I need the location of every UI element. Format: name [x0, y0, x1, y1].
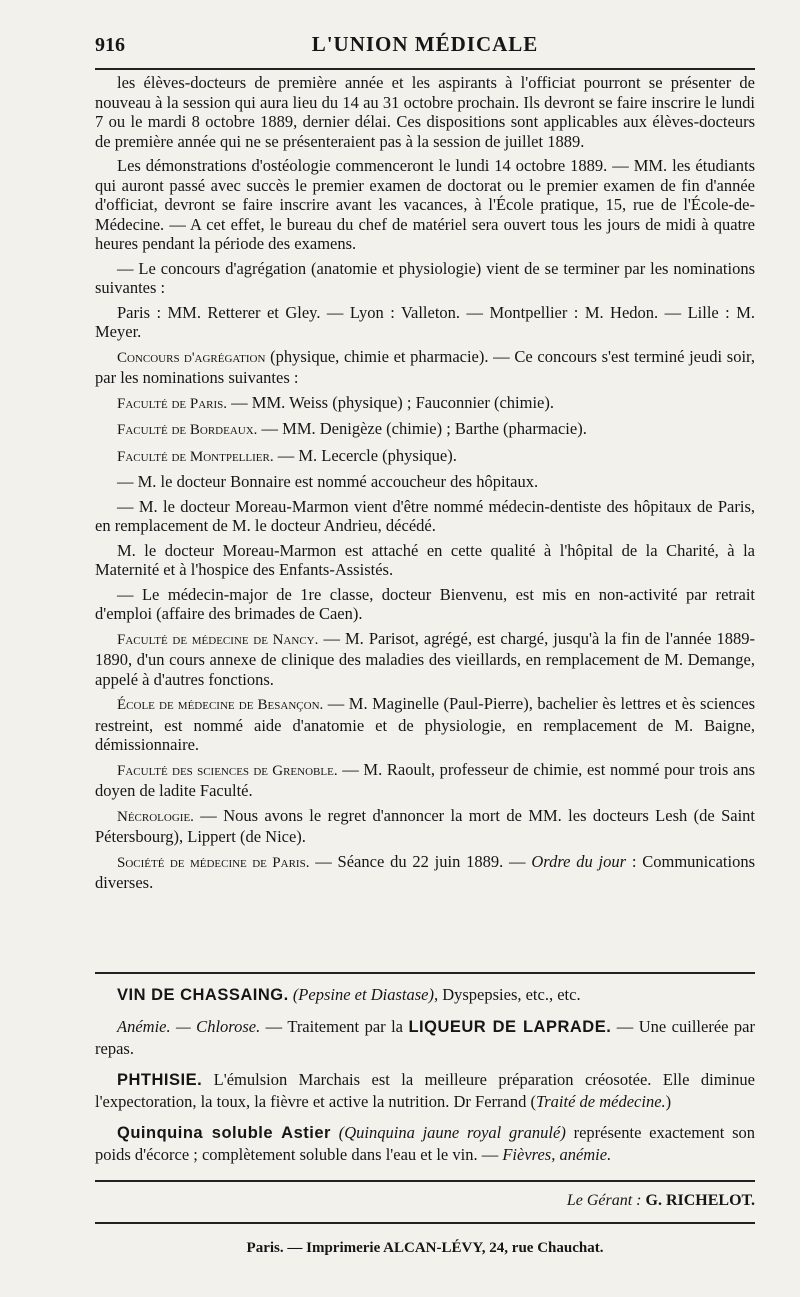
- paragraph: Faculté de Montpellier. — M. Lecercle (physique).: [117, 445, 457, 465]
- page-header: [95, 26, 755, 66]
- paragraph: M. le docteur Moreau-Marmon est attaché en cette qualité à l'hôpital de la Charité, à la Maternité et à l'hospice des Enfants-Assistés.: [95, 540, 755, 579]
- ads-rule: [95, 972, 755, 974]
- paragraph: École de médecine de Besançon. — M. Maginelle (Paul-Pierre), bachelier ès lettres et ès sciences restreint, est nommé aide d'anatomie et de physiologie, en remplacement de M. Baigne, démissionnaire.: [95, 694, 755, 754]
- page-number: 916: [95, 34, 125, 56]
- paragraph: les élèves-docteurs de première année et les aspirants à l'officiat pourront se présenter de nouveau à la session qui aura lieu du 14 au 31 octobre prochain. Ils devront se faire inscrire le lundi 7 ou le mardi 8 octobre 1889, dernier délai. Ces dispositions sont applicables aux élèves-docteurs de première année qui ne se présenteraient pas à la session de juillet 1889.: [95, 73, 755, 151]
- paragraph: Faculté de médecine de Nancy. — M. Parisot, agrégé, est chargé, jusqu'à la fin de l'année 1889-1890, d'un cours annexe de clinique des maladies des vieillards, en remplacement de M. Demange, appelé à d'autres fonctions.: [95, 628, 755, 689]
- journal-title: L'UNION MÉDICALE: [311, 32, 539, 56]
- ad-astier: Quinquina soluble Astier (Quinquina jaune royal granulé) représente exactement son poids d'écorce ; complètement soluble dans l'eau et le vin. — Fièvres, anémie.: [95, 1123, 755, 1164]
- section-label: Concours d'agrégation: [117, 349, 266, 366]
- paragraph: Nécrologie. — Nous avons le regret d'annoncer la mort de MM. les docteurs Lesh (de Saint Pétersbourg), Lippert (de Nice).: [95, 805, 755, 846]
- paragraph: — M. le docteur Bonnaire est nommé accoucheur des hôpitaux.: [117, 472, 539, 491]
- section-label: Faculté des sciences de Grenoble.: [117, 762, 338, 779]
- paragraph: — M. le docteur Moreau-Marmon vient d'être nommé médecin-dentiste des hôpitaux de Paris, en remplacement de M. le docteur Andrieu, décédé.: [95, 496, 755, 535]
- section-label: Faculté de Paris.: [117, 395, 228, 412]
- paragraph: Faculté des sciences de Grenoble. — M. Raoult, professeur de chimie, est nommé pour trois ans doyen de ladite Faculté.: [95, 759, 755, 800]
- paragraph: Faculté de Bordeaux. — MM. Denigèze (chimie) ; Barthe (pharmacie).: [117, 419, 587, 438]
- section-label: Faculté de médecine de Nancy.: [117, 631, 319, 648]
- ad-laprade: Anémie. — Chlorose. — Traitement par la LIQUEUR DE LAPRADE. — Une cuillerée par repas.: [95, 1017, 755, 1058]
- section-label: Société de médecine de Paris.: [117, 854, 310, 871]
- footer-rule-bottom: [95, 1222, 755, 1224]
- paragraph: — Le médecin-major de 1re classe, docteur Bienvenu, est mis en non-activité par retrait d'emploi (affaire des brimades de Caen).: [95, 584, 755, 623]
- news-column: [95, 73, 755, 898]
- printer-line: Paris. — Imprimerie ALCAN-LÉVY, 24, rue Chauchat.: [246, 1240, 604, 1256]
- ad-chassaing: VIN DE CHASSAING. (Pepsine et Diastase), Dyspepsies, etc., etc.: [117, 985, 581, 1004]
- gerant-signature: Le Gérant : G. RICHELOT.: [566, 1192, 755, 1209]
- paragraph: Société de médecine de Paris. — Séance du 22 juin 1889. — Ordre du jour : Communications diverses.: [95, 851, 756, 892]
- paragraph: Les démonstrations d'ostéologie commenceront le lundi 14 octobre 1889. — MM. les étudiants qui auront passé avec succès le premier examen de doctorat ou le premier examen de fin d'année d'officiat, devront se faire inscrire avant les vacances, à l'École pratique, 15, rue de l'École-de-Médecine. — A cet effet, le bureau du chef de matériel sera ouvert tous les jours de midi à quatre heures pendant la période des examens.: [95, 156, 755, 253]
- section-label: Nécrologie.: [117, 808, 194, 825]
- footer-rule-top: [95, 1180, 755, 1182]
- paragraph: Concours d'agrégation (physique, chimie et pharmacie). — Ce concours s'est terminé jeudi soir, par les nominations suivantes :: [95, 346, 755, 387]
- paragraph: Faculté de Paris. — MM. Weiss (physique) ; Fauconnier (chimie).: [117, 392, 554, 412]
- section-label: Faculté de Montpellier.: [117, 448, 274, 465]
- paragraph: Paris : MM. Retterer et Gley. — Lyon : Valleton. — Montpellier : M. Hedon. — Lille : M. Meyer.: [95, 302, 755, 341]
- paragraph: — Le concours d'agrégation (anatomie et physiologie) vient de se terminer par les nominations suivantes :: [95, 258, 755, 297]
- advertisements: [95, 984, 755, 1175]
- section-label: Faculté de Bordeaux.: [117, 422, 258, 438]
- header-rule: [95, 68, 755, 70]
- section-label: École de médecine de Besançon.: [117, 697, 324, 713]
- ad-phthisie: PHTHISIE. L'émulsion Marchais est la meilleure préparation créosotée. Elle diminue l'expectoration, la toux, la fièvre et active la nutrition. Dr Ferrand (Traité de médecine.): [95, 1070, 755, 1111]
